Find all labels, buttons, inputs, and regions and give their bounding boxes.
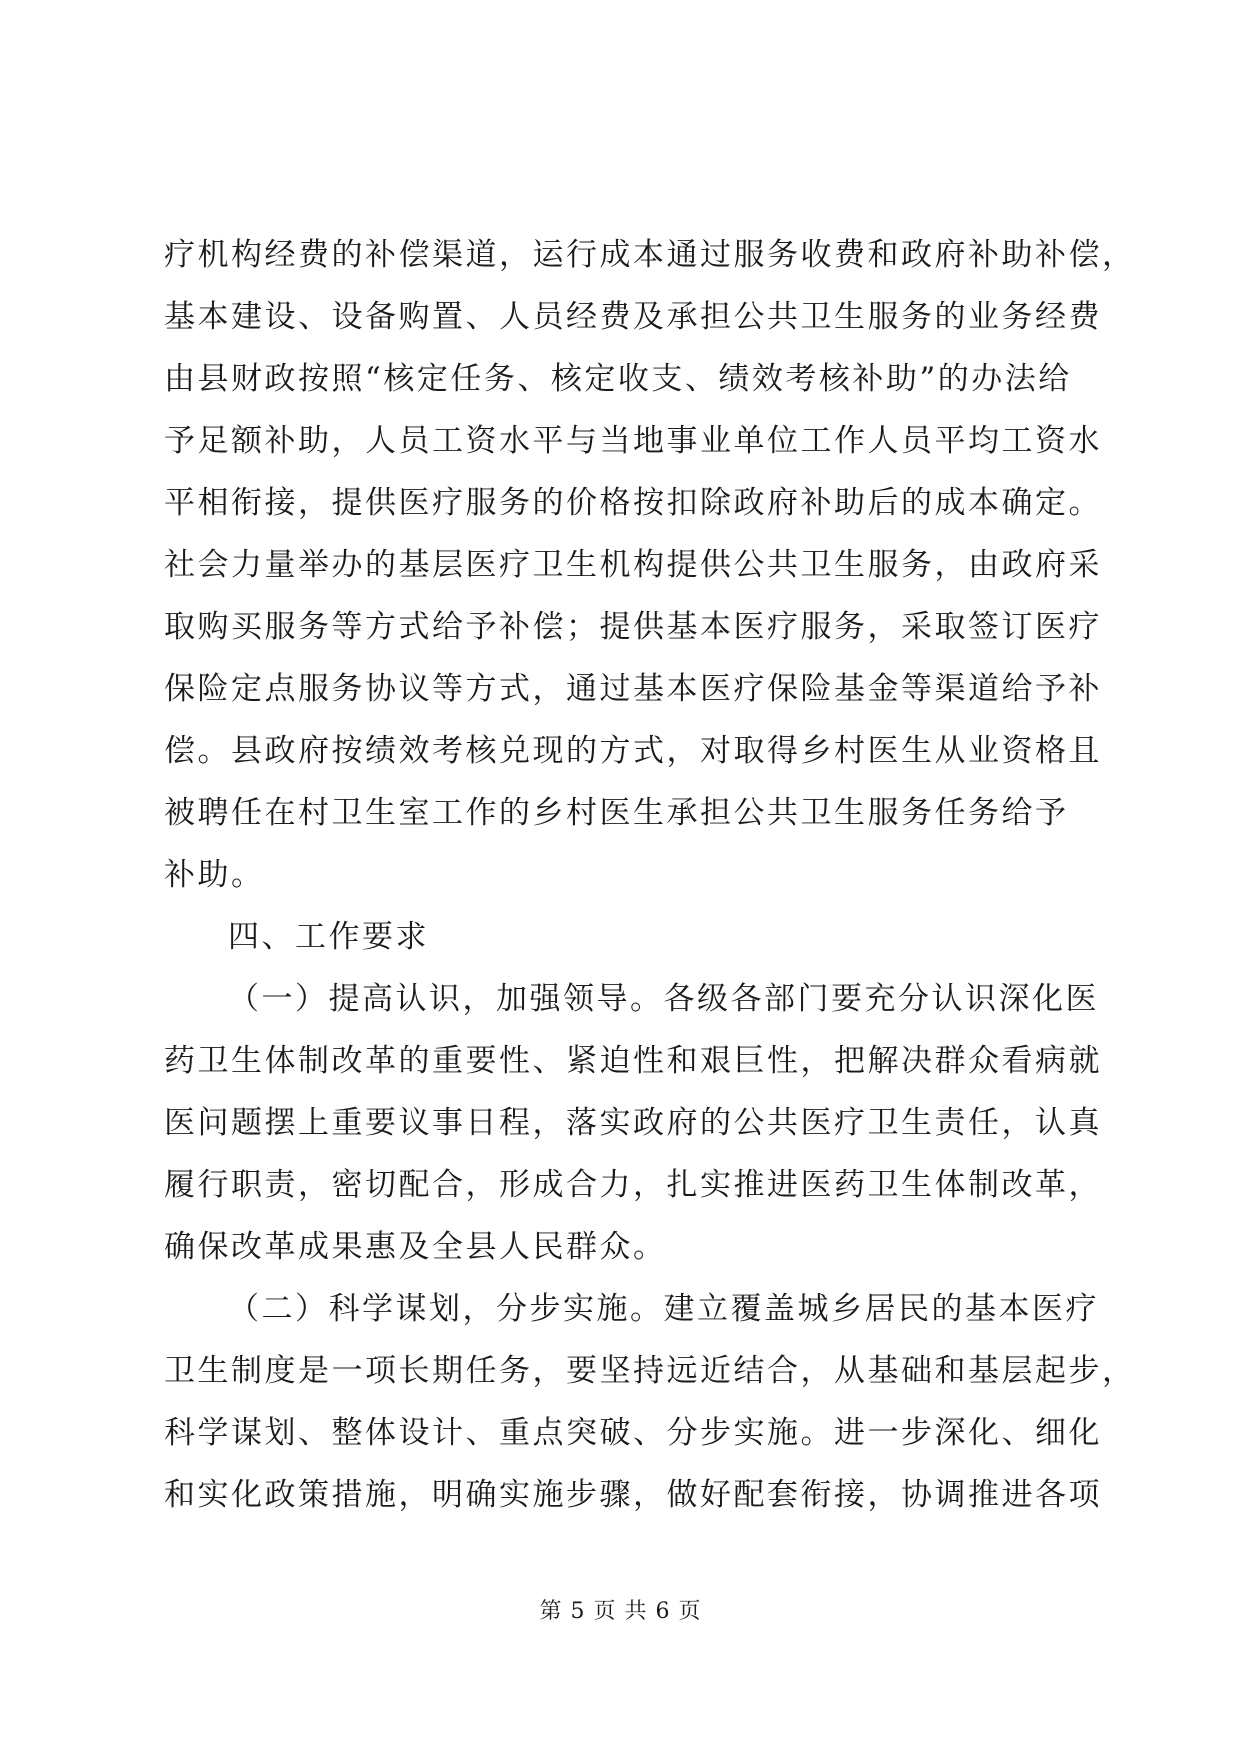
text-line: 补助。 — [164, 857, 265, 893]
text-line: 取购买服务等方式给予补偿；提供基本医疗服务，采取签订医疗 — [164, 609, 1102, 645]
text-line: 卫生制度是一项长期任务，要坚持远近结合，从基础和基层起步， — [164, 1353, 1136, 1389]
text-line: 履行职责，密切配合，形成合力，扎实推进医药卫生体制改革， — [164, 1167, 1102, 1203]
text-line: 确保改革成果惠及全县人民群众。 — [164, 1229, 667, 1265]
text-line: 医问题摆上重要议事日程，落实政府的公共医疗卫生责任，认真 — [164, 1105, 1102, 1141]
paragraph-start: （二）科学谋划，分步实施。建立覆盖城乡居民的基本医疗 — [228, 1291, 1099, 1327]
page-footer: 第 5 页 共 6 页 — [539, 1599, 702, 1624]
text-line: 药卫生体制改革的重要性、紧迫性和艰巨性，把解决群众看病就 — [164, 1043, 1102, 1079]
paragraph-start: （一）提高认识，加强领导。各级各部门要充分认识深化医 — [228, 981, 1099, 1017]
text-line: 保险定点服务协议等方式，通过基本医疗保险基金等渠道给予补 — [164, 671, 1102, 707]
text-line: 基本建设、设备购置、人员经费及承担公共卫生服务的业务经费 — [164, 299, 1102, 335]
text-line: 偿。县政府按绩效考核兑现的方式，对取得乡村医生从业资格且 — [164, 733, 1102, 769]
section-heading: 四、工作要求 — [228, 919, 429, 955]
text-line: 被聘任在村卫生室工作的乡村医生承担公共卫生服务任务给予 — [164, 795, 1069, 831]
text-line: 和实化政策措施，明确实施步骤，做好配套衔接，协调推进各项 — [164, 1477, 1102, 1513]
document-body — [164, 224, 1136, 1526]
text-line: 疗机构经费的补偿渠道，运行成本通过服务收费和政府补助补偿， — [164, 237, 1136, 273]
text-line: 由县财政按照“核定任务、核定收支、绩效考核补助”的办法给 — [164, 361, 1072, 397]
text-line: 科学谋划、整体设计、重点突破、分步实施。进一步深化、细化 — [164, 1415, 1102, 1451]
text-line: 平相衔接，提供医疗服务的价格按扣除政府补助后的成本确定。 — [164, 485, 1102, 521]
text-line: 社会力量举办的基层医疗卫生机构提供公共卫生服务，由政府采 — [164, 547, 1102, 583]
text-line: 予足额补助，人员工资水平与当地事业单位工作人员平均工资水 — [164, 423, 1102, 459]
